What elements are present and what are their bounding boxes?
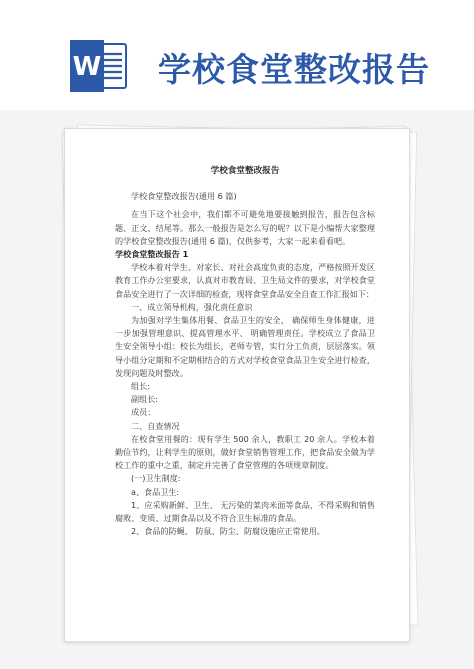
section-heading: 学校食堂整改报告 1 — [115, 249, 189, 260]
section-heading: 二、自查情况 — [131, 420, 180, 431]
banner-title: 学校食堂整改报告 — [158, 50, 430, 89]
word-document-icon — [70, 40, 128, 92]
document-body — [115, 165, 375, 538]
paragraph: 在当下这个社会中，我们都不可避免地要接触到报告，报告包含标题、正文、结尾等。那么一般报告是怎么写的呢？以下是小编帮大家整理的学校食堂整改报告(通用 6 篇)，仅供参考，大家一起来看看吧。 — [115, 209, 375, 246]
list-item: 成员： — [131, 407, 156, 418]
paragraph: 学校食堂整改报告(通用 6 篇) — [131, 191, 237, 202]
list-item: 组长: — [131, 381, 150, 392]
list-item: a、食品卫生: — [131, 486, 180, 497]
paragraph: 为加强对学生集体用餐、食品卫生的安全， 确保师生身体健康，进一步加强管理意识、提高管理水平、 明确管理责任。学校成立了食品卫生安全领导小组：校长为组长，老师专管，实行分工负责，层层落实。领导小组分定期和不定期相结合的方式对学校食堂食品卫生安全进行检查，发现问题及时整改。 — [115, 315, 375, 378]
paragraph: 学校本着对学生、对家长、对社会高度负责的态度，严格按照开发区教育工作办公室要求，认真对市教育局、卫生局文件的要求，对学校食堂食品安全进行了一次详细的检查，现将食堂食品安全自查工作汇报如下： — [115, 262, 375, 299]
list-item: 副组长: — [131, 394, 159, 405]
header-banner — [0, 0, 474, 110]
document-page — [64, 128, 410, 642]
document-title: 学校食堂整改报告 — [210, 166, 280, 176]
paragraph: 1、应采购新鲜、卫生、 无污染的菜肉米面等食品，不得采购和销售腐败、变质、过期食品以及不符合卫生标准的食品。 — [115, 499, 375, 524]
list-item: (一)卫生制度: — [131, 473, 181, 484]
word-icon-letter: W — [72, 52, 102, 82]
paragraph: 2、食品的防蝇、 防鼠、防尘、防腐设施应正常使用。 — [131, 526, 325, 537]
paragraph: 在校食堂用餐的：现有学生 500 余人，教职工 20 余人。学校本着勤俭节约，让利学生的原则，做好食堂销售管理工作，把食品安全做为学校工作的重中之重，制定并完善了食堂管理的各项规章制度。 — [115, 433, 375, 471]
section-heading: 一、成立领导机构，强化责任意识 — [131, 301, 253, 312]
